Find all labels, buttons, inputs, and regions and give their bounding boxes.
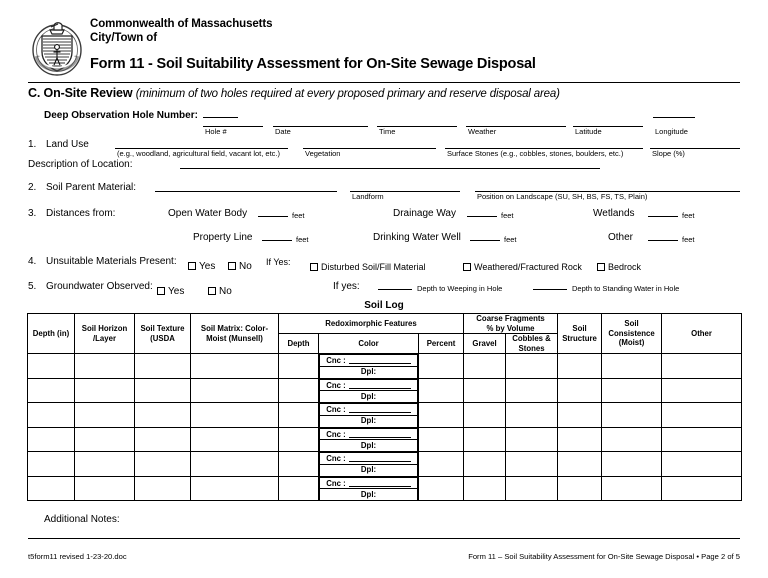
redox-color-subtable — [319, 428, 418, 452]
redox-dpl-cell[interactable] — [320, 415, 418, 427]
cell-soil-consistence[interactable] — [602, 476, 662, 501]
redox-dpl-cell[interactable] — [320, 489, 418, 501]
unsuitable-yes-label: Yes — [199, 261, 216, 272]
section-heading — [28, 86, 740, 100]
redox-dpl-label: Dpl: — [360, 465, 377, 475]
distance-drinking-water-well-label: Drinking Water Well — [373, 232, 461, 243]
cell-soil-consistence[interactable] — [602, 427, 662, 452]
landform-caption: Landform — [352, 192, 384, 201]
groundwater-yes-label: Yes — [168, 286, 185, 297]
cell-soil-horizon[interactable] — [75, 403, 135, 428]
cell-soil-texture[interactable] — [135, 452, 191, 477]
redox-dpl-cell[interactable] — [320, 391, 418, 403]
cell-redox-percent[interactable] — [419, 403, 464, 428]
unsuitable-bedrock-checkbox[interactable] — [597, 263, 605, 271]
cell-depth[interactable] — [28, 427, 75, 452]
redox-dpl-label: Dpl: — [360, 489, 377, 499]
th-redox-percent: Percent — [419, 334, 464, 354]
cell-soil-texture[interactable] — [135, 378, 191, 403]
item-1-number: 1. — [28, 139, 37, 150]
item-4-number: 4. — [28, 256, 37, 267]
soil-log-title: Soil Log — [364, 300, 404, 311]
cell-depth[interactable] — [28, 403, 75, 428]
cell-soil-texture[interactable] — [135, 427, 191, 452]
vegetation-caption: Vegetation — [305, 149, 341, 158]
cell-soil-texture[interactable] — [135, 354, 191, 379]
redox-cnc-label: Cnc : — [326, 454, 346, 463]
cell-redox-percent[interactable] — [419, 427, 464, 452]
parent-material-label: Soil Parent Material: — [46, 182, 137, 193]
th-soil-consistence-l2: Consistence — [608, 328, 655, 338]
cell-depth[interactable] — [28, 452, 75, 477]
distance-open-water-body-unit: feet — [292, 211, 305, 220]
table-row — [28, 378, 742, 403]
cell-soil-matrix[interactable] — [191, 452, 279, 477]
th-coarse-gravel: Gravel — [464, 334, 506, 354]
cell-coarse-gravel[interactable] — [464, 427, 506, 452]
groundwater-no-checkbox[interactable] — [208, 287, 216, 295]
footer-file-name: t5form11 revised 1-23-20.doc — [28, 552, 127, 561]
redox-cnc-cell[interactable] — [320, 355, 418, 367]
groundwater-label: Groundwater Observed: — [46, 281, 153, 292]
redox-dpl-cell[interactable] — [320, 464, 418, 476]
cell-coarse-cobbles[interactable] — [506, 378, 558, 403]
groundwater-if-yes-label: If yes: — [333, 281, 360, 292]
cell-soil-matrix[interactable] — [191, 378, 279, 403]
unsuitable-no-option[interactable] — [228, 256, 252, 274]
unsuitable-weathered-option[interactable] — [463, 257, 582, 275]
cell-other[interactable] — [662, 452, 742, 477]
redox-cnc-label: Cnc : — [326, 356, 346, 365]
hole-caption-latitude: Latitude — [575, 127, 602, 136]
distance-drainage-way-label: Drainage Way — [393, 208, 456, 219]
groundwater-no-option[interactable] — [208, 281, 232, 299]
groundwater-standing-input[interactable] — [533, 289, 567, 290]
table-row — [28, 427, 742, 452]
slope-caption: Slope (%) — [652, 149, 685, 158]
th-coarse-l2: % by Volume — [486, 323, 535, 333]
distance-property-line-input[interactable] — [262, 240, 292, 241]
footer-form-reference: Form 11 – Soil Suitability Assessment for On-Site Sewage Disposal • Page 2 of 5 — [468, 552, 740, 561]
cell-other[interactable] — [662, 476, 742, 501]
redox-color-subtable — [319, 354, 418, 378]
hole-caption-date: Date — [275, 127, 291, 136]
redox-cnc-label: Cnc : — [326, 429, 346, 439]
additional-notes-label: Additional Notes: — [44, 514, 120, 525]
distance-wetlands-input[interactable] — [648, 216, 678, 217]
redox-cnc-cell[interactable] — [320, 477, 418, 489]
cell-soil-texture[interactable] — [135, 403, 191, 428]
cell-coarse-cobbles[interactable] — [506, 354, 558, 379]
th-soil-horizon — [75, 314, 135, 354]
hole-caption-weather: Weather — [468, 127, 497, 136]
redox-cnc-input[interactable] — [349, 478, 411, 487]
th-redox-color: Color — [319, 334, 419, 354]
redox-dpl-label: Dpl: — [360, 440, 377, 450]
th-redox-depth: Depth — [279, 334, 319, 354]
th-coarse-cobbles-l1: Cobbles & — [512, 334, 551, 343]
redox-cnc-row — [320, 428, 418, 440]
distance-other-unit: feet — [682, 235, 695, 244]
th-coarse-cobbles — [506, 334, 558, 354]
th-soil-matrix — [191, 314, 279, 354]
redox-cnc-input[interactable] — [349, 380, 411, 389]
redox-color-subtable — [319, 403, 418, 427]
cell-coarse-gravel[interactable] — [464, 354, 506, 379]
cell-soil-consistence[interactable] — [602, 378, 662, 403]
page-header — [28, 16, 740, 82]
distance-drinking-water-well-input[interactable] — [470, 240, 500, 241]
redox-dpl-cell[interactable] — [320, 440, 418, 452]
th-soil-texture — [135, 314, 191, 354]
groundwater-no-label: No — [219, 286, 232, 297]
unsuitable-bedrock-option[interactable] — [597, 257, 641, 275]
th-soil-horizon-l2: /Layer — [93, 333, 116, 343]
cell-soil-structure[interactable] — [558, 476, 602, 501]
hole-number-input[interactable] — [203, 117, 238, 118]
th-soil-texture-l2: (USDA — [150, 333, 175, 343]
description-of-location-label: Description of Location: — [28, 159, 133, 170]
soil-log-body — [28, 354, 742, 501]
cell-redox-color — [319, 427, 419, 452]
redox-cnc-cell[interactable] — [320, 379, 418, 391]
th-depth-in: Depth (in) — [28, 314, 75, 354]
cell-soil-horizon[interactable] — [75, 476, 135, 501]
cell-redox-color — [319, 452, 419, 477]
cell-soil-matrix[interactable] — [191, 403, 279, 428]
redox-cnc-cell[interactable] — [320, 428, 418, 440]
redox-cnc-row — [320, 453, 418, 465]
cell-coarse-gravel[interactable] — [464, 476, 506, 501]
cell-soil-structure[interactable] — [558, 378, 602, 403]
th-coarse-l1: Coarse Fragments — [476, 314, 545, 323]
cell-depth[interactable] — [28, 354, 75, 379]
distance-open-water-body-input[interactable] — [258, 216, 288, 217]
cell-redox-color — [319, 476, 419, 501]
cell-other[interactable] — [662, 403, 742, 428]
redox-cnc-input[interactable] — [349, 355, 411, 364]
th-soil-matrix-l1: Soil Matrix: Color- — [200, 324, 269, 333]
distance-drainage-way-input[interactable] — [467, 216, 497, 217]
distance-other-label: Other — [608, 232, 634, 243]
distance-drainage-way-unit: feet — [501, 211, 514, 220]
redox-color-subtable — [319, 477, 418, 501]
redox-cnc-input[interactable] — [349, 453, 411, 462]
cell-soil-matrix[interactable] — [191, 476, 279, 501]
cell-soil-texture[interactable] — [135, 476, 191, 501]
cell-redox-color — [319, 403, 419, 428]
page-title: Form 11 - Soil Suitability Assessment for On-Site Sewage Disposal — [90, 56, 536, 72]
redox-dpl-row — [320, 366, 418, 378]
th-soil-structure-l1: Soil — [572, 324, 587, 333]
cell-soil-horizon[interactable] — [75, 452, 135, 477]
cell-redox-percent[interactable] — [419, 354, 464, 379]
unsuitable-materials-label: Unsuitable Materials Present: — [46, 256, 177, 267]
groundwater-yes-checkbox[interactable] — [157, 287, 165, 295]
cell-other[interactable] — [662, 427, 742, 452]
table-row — [28, 354, 742, 379]
cell-soil-horizon[interactable] — [75, 378, 135, 403]
cell-soil-structure[interactable] — [558, 427, 602, 452]
cell-redox-color — [319, 378, 419, 403]
cell-redox-color — [319, 354, 419, 379]
redox-cnc-label: Cnc : — [326, 478, 346, 488]
cell-soil-consistence[interactable] — [602, 452, 662, 477]
table-row — [28, 452, 742, 477]
redox-dpl-label: Dpl: — [360, 367, 377, 377]
th-soil-texture-l1: Soil Texture — [140, 324, 185, 333]
cell-depth[interactable] — [28, 476, 75, 501]
redox-dpl-label: Dpl: — [360, 416, 377, 426]
footer-divider — [28, 538, 740, 539]
distances-label: Distances from: — [46, 208, 116, 219]
cell-redox-percent[interactable] — [419, 476, 464, 501]
longitude-input[interactable] — [653, 117, 695, 118]
cell-depth[interactable] — [28, 378, 75, 403]
position-on-landscape-caption: Position on Landscape (SU, SH, BS, FS, TS, Plain) — [477, 192, 648, 201]
cell-soil-structure[interactable] — [558, 452, 602, 477]
hole-caption-longitude: Longitude — [655, 127, 688, 136]
cell-redox-percent[interactable] — [419, 378, 464, 403]
distance-wetlands-label: Wetlands — [593, 208, 635, 219]
cell-redox-depth[interactable] — [279, 452, 319, 477]
item-3-number: 3. — [28, 208, 37, 219]
hole-caption-hole: Hole # — [205, 127, 227, 136]
citytown-label: City/Town of — [90, 32, 157, 44]
unsuitable-bedrock-label: Bedrock — [608, 262, 642, 272]
soil-log-table — [27, 313, 742, 501]
redox-cnc-row — [320, 355, 418, 367]
cell-redox-depth[interactable] — [279, 378, 319, 403]
description-of-location-input[interactable] — [180, 168, 600, 169]
redox-cnc-row — [320, 477, 418, 489]
item-5-number: 5. — [28, 281, 37, 292]
cell-soil-structure[interactable] — [558, 403, 602, 428]
redox-cnc-input[interactable] — [349, 429, 411, 438]
cell-coarse-cobbles[interactable] — [506, 476, 558, 501]
cell-redox-depth[interactable] — [279, 427, 319, 452]
redox-dpl-row — [320, 489, 418, 501]
distance-open-water-body-label: Open Water Body — [168, 208, 248, 219]
cell-other[interactable] — [662, 354, 742, 379]
redox-cnc-row — [320, 404, 418, 416]
hole-caption-time: Time — [379, 127, 396, 136]
surface-stones-caption: Surface Stones (e.g., cobbles, stones, boulders, etc.) — [447, 149, 624, 158]
redox-dpl-row — [320, 391, 418, 403]
th-soil-horizon-l1: Soil Horizon — [81, 324, 128, 333]
cell-redox-depth[interactable] — [279, 476, 319, 501]
groundwater-yes-option[interactable] — [157, 281, 184, 299]
item-2-number: 2. — [28, 182, 37, 193]
unsuitable-weathered-label: Weathered/Fractured Rock — [474, 262, 582, 272]
cell-other[interactable] — [662, 378, 742, 403]
parent-material-input[interactable] — [155, 191, 337, 192]
cell-coarse-gravel[interactable] — [464, 452, 506, 477]
th-soil-consistence-l3: (Moist) — [618, 338, 645, 348]
cell-soil-horizon[interactable] — [75, 427, 135, 452]
redox-dpl-label: Dpl: — [360, 391, 377, 401]
section-subtitle: (minimum of two holes required at every proposed primary and reserve disposal area) — [135, 88, 560, 100]
th-soil-consistence — [602, 314, 662, 354]
cell-soil-structure[interactable] — [558, 354, 602, 379]
land-use-label: Land Use — [46, 139, 89, 150]
redox-dpl-cell[interactable] — [320, 366, 418, 378]
cell-soil-consistence[interactable] — [602, 354, 662, 379]
cell-soil-horizon[interactable] — [75, 354, 135, 379]
cell-soil-matrix[interactable] — [191, 354, 279, 379]
unsuitable-if-yes-label: If Yes: — [266, 257, 291, 267]
th-redoximorphic-features-group: Redoximorphic Features — [279, 314, 464, 334]
cell-soil-consistence[interactable] — [602, 403, 662, 428]
distance-drinking-water-well-unit: feet — [504, 235, 517, 244]
th-soil-structure — [558, 314, 602, 354]
unsuitable-disturbed-label: Disturbed Soil/Fill Material — [321, 262, 426, 272]
th-other: Other — [662, 314, 742, 354]
cell-coarse-cobbles[interactable] — [506, 452, 558, 477]
redox-color-subtable — [319, 379, 418, 403]
unsuitable-yes-option[interactable] — [188, 256, 215, 274]
unsuitable-disturbed-checkbox[interactable] — [310, 263, 318, 271]
redox-cnc-input[interactable] — [349, 404, 411, 413]
unsuitable-disturbed-option[interactable] — [310, 257, 426, 275]
th-coarse-cobbles-l2: Stones — [518, 343, 545, 353]
unsuitable-no-checkbox[interactable] — [228, 262, 236, 270]
groundwater-weeping-input[interactable] — [378, 289, 412, 290]
redox-cnc-label: Cnc : — [326, 380, 346, 390]
massachusetts-state-seal-icon — [28, 16, 86, 78]
unsuitable-yes-checkbox[interactable] — [188, 262, 196, 270]
cell-redox-depth[interactable] — [279, 403, 319, 428]
groundwater-weeping-caption: Depth to Weeping in Hole — [417, 284, 503, 293]
land-use-caption: (e.g., woodland, agricultural field, vacant lot, etc.) — [117, 149, 281, 158]
soil-log-header-row-1 — [28, 314, 742, 334]
unsuitable-no-label: No — [239, 261, 252, 272]
cell-soil-matrix[interactable] — [191, 427, 279, 452]
distance-other-input[interactable] — [648, 240, 678, 241]
redox-cnc-row — [320, 379, 418, 391]
unsuitable-weathered-checkbox[interactable] — [463, 263, 471, 271]
section-letter-title: C. On-Site Review — [28, 86, 133, 100]
redox-dpl-row — [320, 440, 418, 452]
distance-wetlands-unit: feet — [682, 211, 695, 220]
header-divider — [28, 82, 740, 83]
distance-property-line-label: Property Line — [193, 232, 253, 243]
th-soil-structure-l2: Structure — [562, 333, 597, 343]
hole-number-label: Deep Observation Hole Number: — [44, 110, 198, 121]
redox-dpl-row — [320, 415, 418, 427]
th-coarse-fragments-group — [464, 314, 558, 334]
redox-cnc-label: Cnc : — [326, 405, 346, 414]
redox-cnc-cell[interactable] — [320, 404, 418, 416]
distance-property-line-unit: feet — [296, 235, 309, 244]
cell-coarse-cobbles[interactable] — [506, 403, 558, 428]
th-soil-consistence-l1: Soil — [624, 319, 639, 329]
soil-log-table-wrapper — [27, 313, 741, 501]
cell-redox-percent[interactable] — [419, 452, 464, 477]
cell-coarse-gravel[interactable] — [464, 378, 506, 403]
commonwealth-label: Commonwealth of Massachusetts — [90, 18, 273, 30]
cell-coarse-cobbles[interactable] — [506, 427, 558, 452]
th-soil-matrix-l2: Moist (Munsell) — [206, 333, 263, 343]
redox-color-subtable — [319, 452, 418, 476]
groundwater-standing-caption: Depth to Standing Water in Hole — [572, 284, 680, 293]
table-row — [28, 476, 742, 501]
cell-redox-depth[interactable] — [279, 354, 319, 379]
redox-dpl-row — [320, 464, 418, 476]
table-row — [28, 403, 742, 428]
cell-coarse-gravel[interactable] — [464, 403, 506, 428]
header-titles — [90, 17, 738, 72]
redox-cnc-cell[interactable] — [320, 453, 418, 465]
